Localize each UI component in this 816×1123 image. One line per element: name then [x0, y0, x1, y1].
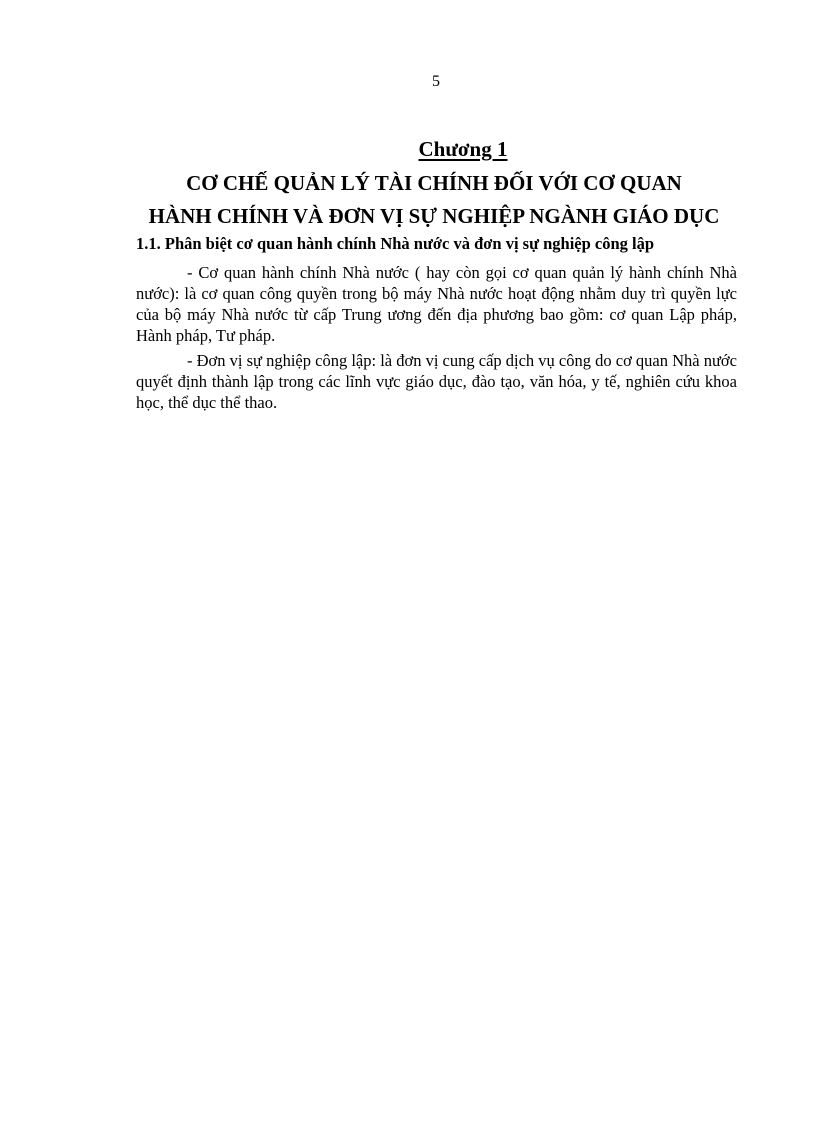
paragraph-administrative-agency: - Cơ quan hành chính Nhà nước ( hay còn gọi cơ quan quản lý hành chính Nhà nước): là cơ quan công quyền trong bộ máy Nhà nước hoạt động nhằm duy trì quyền lực của bộ máy Nhà nước từ cấp Trung ương đến địa phương bao gồm: cơ quan Lập pháp, Hành pháp, Tư pháp.	[136, 263, 737, 345]
page-number: 5	[432, 73, 440, 90]
chapter-title-line-2: HÀNH CHÍNH VÀ ĐƠN VỊ SỰ NGHIỆP NGÀNH GIÁO DỤC	[148, 204, 720, 228]
chapter-title-line-1: CƠ CHẾ QUẢN LÝ TÀI CHÍNH ĐỐI VỚI CƠ QUAN	[186, 171, 682, 195]
chapter-label	[0, 136, 816, 162]
paragraph-public-service-unit: - Đơn vị sự nghiệp công lập: là đơn vị cung cấp dịch vụ công do cơ quan Nhà nước quyết định thành lập trong các lĩnh vực giáo dục, đào tạo, văn hóa, y tế, nghiên cứu khoa học, thể dục thể thao.	[136, 351, 737, 412]
chapter-label-text: Chương 1	[418, 137, 508, 161]
section-heading: 1.1. Phân biệt cơ quan hành chính Nhà nước và đơn vị sự nghiệp công lập	[136, 234, 655, 253]
